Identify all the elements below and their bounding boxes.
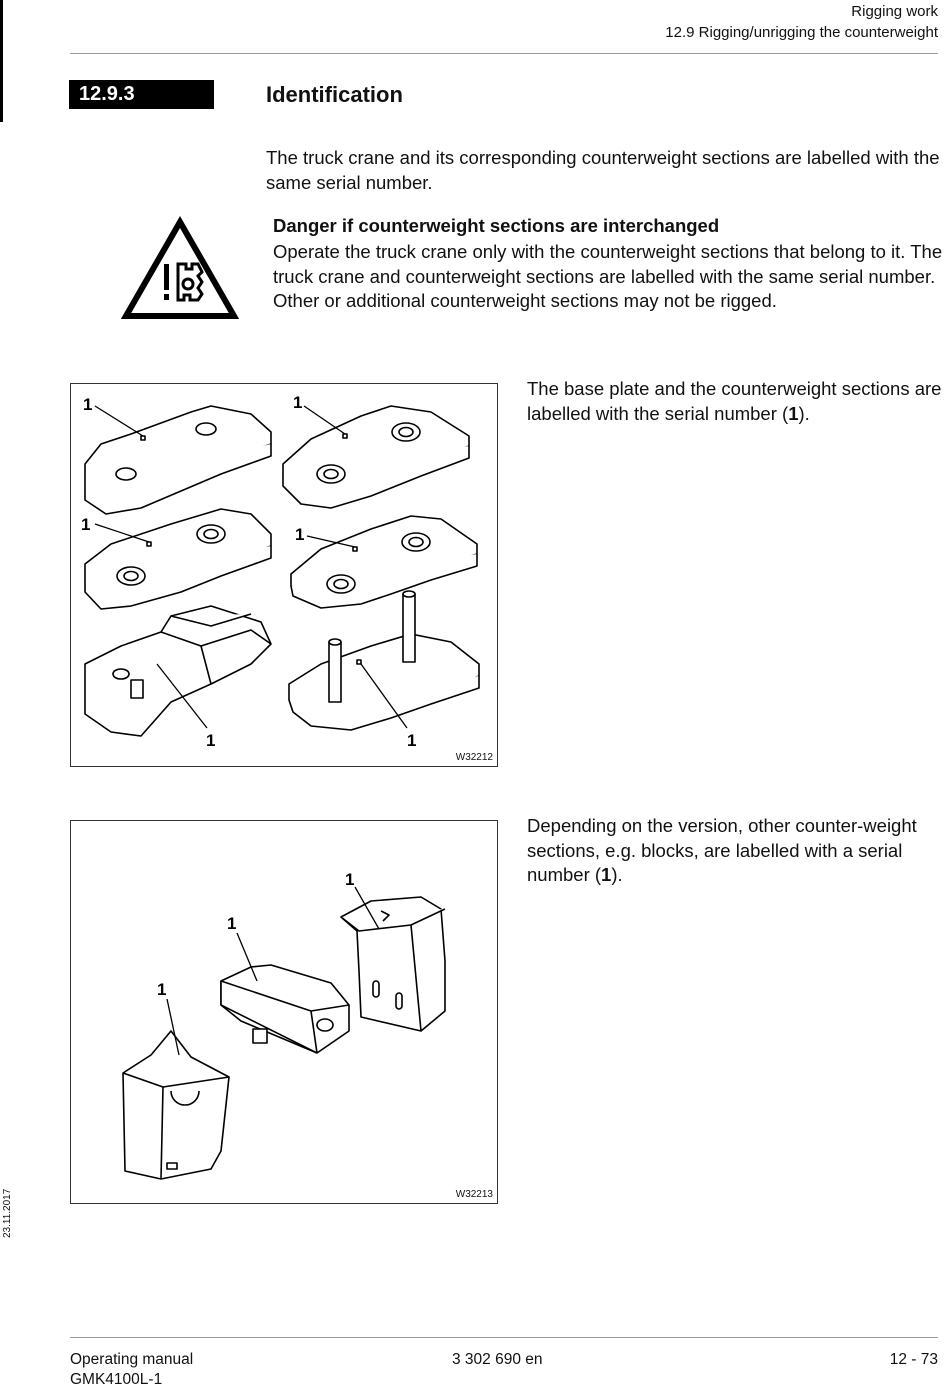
section-title: Identification xyxy=(266,82,403,107)
header-section: 12.9 Rigging/unrigging the counterweight xyxy=(665,24,938,41)
figure2-callout: 1 xyxy=(227,914,237,933)
header-divider xyxy=(70,53,938,54)
figure1-code: W32212 xyxy=(455,752,493,763)
warning-title: Danger if counterweight sections are interchanged xyxy=(273,215,720,236)
figure-base-plate-counterweights xyxy=(70,383,498,767)
side-date: 23.11.2017 xyxy=(2,1188,13,1238)
danger-crush-warning-icon xyxy=(120,216,240,322)
warning-body-line: Operate the truck crane only with the counterweight sections that belong to it. The truck crane and counterweight sections are labelled with the same serial number. xyxy=(273,241,943,287)
header-chapter: Rigging work xyxy=(851,3,938,20)
figure1-description-ref: 1 xyxy=(788,402,799,424)
figure1-callout: 1 xyxy=(295,525,305,544)
figure1-description-end: ). xyxy=(798,402,810,424)
footer-doc-number: 3 302 690 en xyxy=(452,1351,543,1368)
figure1-callout: 1 xyxy=(407,731,417,750)
figure1-callout: 1 xyxy=(206,731,216,750)
warning-body xyxy=(273,240,945,314)
figure1-callout: 1 xyxy=(83,395,93,414)
warning-side-bar xyxy=(0,0,3,122)
figure2-description-ref: 1 xyxy=(601,864,612,885)
figure2-description-text: Depending on the version, other counter-weight sections, e.g. blocks, are labelled with a serial number ( xyxy=(527,815,917,885)
figure2-code: W32213 xyxy=(455,1189,493,1200)
footer-page-number: 12 - 73 xyxy=(889,1351,938,1368)
figure1-description-text: The base plate and the counterweight sections are labelled with the serial number ( xyxy=(527,378,942,424)
figure2-description xyxy=(527,814,927,888)
footer-doc-type: Operating manual xyxy=(70,1351,194,1368)
footer-divider xyxy=(70,1337,938,1338)
section-number: 12.9.3 xyxy=(69,80,214,109)
figure2-callout: 1 xyxy=(157,980,167,999)
warning-body-line-2: Other or additional counterweight sections may not be rigged. xyxy=(273,290,777,311)
figure2-description-end: ). xyxy=(611,864,623,885)
intro-paragraph: The truck crane and its corresponding counterweight sections are labelled with the same serial number. xyxy=(266,147,940,193)
figure1-callout: 1 xyxy=(81,515,91,534)
footer-document xyxy=(70,1350,193,1390)
footer-model: GMK4100L-1 xyxy=(70,1371,163,1388)
figure2-callout: 1 xyxy=(345,870,355,889)
figure1-callout: 1 xyxy=(293,393,303,412)
figure-counterweight-blocks xyxy=(70,820,498,1204)
figure1-description xyxy=(527,377,942,426)
